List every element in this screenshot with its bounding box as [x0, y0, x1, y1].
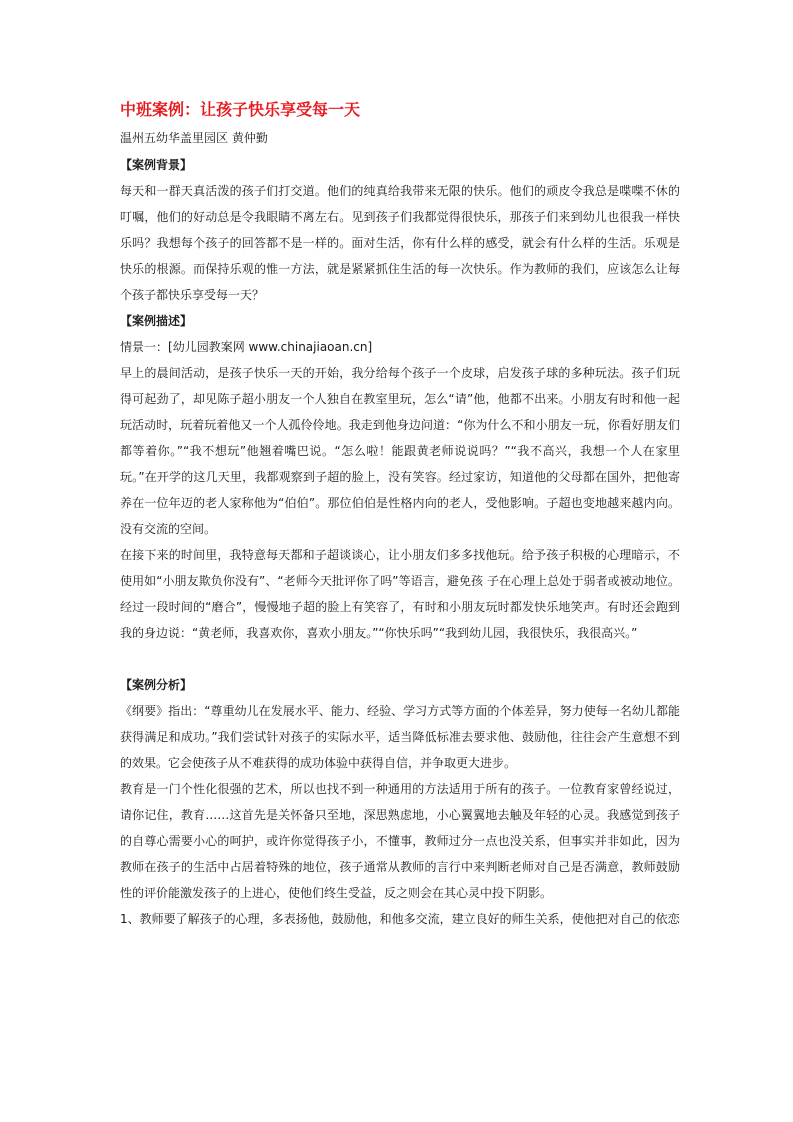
scene-label: 情景一：: [120, 340, 169, 354]
heading-background: 【案例背景】: [120, 158, 193, 172]
heading-description: 【案例描述】: [120, 314, 193, 328]
analysis-paragraph-2: 教育是一门个性化很强的艺术，所以也找不到一种通用的方法适用于所有的孩子。一位教育家曾经说过，请你记住，教育……这首先是关怀备只至地，深思熟虑地，小心翼翼地去触及年轻的心灵。我感觉到孩子的自尊心需要小心的呵护，或许你觉得孩子小，不懂事，教师过分一点也没关系，但事实并非如此，因为教师在孩子的生活中占居着特殊的地位，孩子通常从教师的言行中来判断老师对自己是否满意，教师鼓励性的评价能激发孩子的上进心，使他们终生受益，反之则会在其心灵中投下阴影。: [120, 782, 680, 900]
analysis-paragraph-3: 1、教师要了解孩子的心理，多表扬他，鼓励他，和他多交流，建立良好的师生关系，使他把对自己的依恋: [120, 912, 680, 926]
description-paragraph-2: 在接下来的时间里，我特意每天都和子超谈谈心，让小朋友们多多找他玩。给予孩子积极的心理暗示，不使用如“小朋友欺负你没有”、“老师今天批评你了吗”等语言，避免孩 子在心理上总处于弱者或被动地位。经过一段时间的“磨合”，慢慢地子超的脸上有笑容了，有时和小朋友玩时都发快乐地笑声。有时还会跑到我的身边说：“黄老师，我喜欢你，喜欢小朋友。”“你快乐吗”“我到幼儿园，我很快乐，我很高兴。”: [120, 548, 680, 640]
document-title: 中班案例：让孩子快乐享受每一天: [120, 100, 361, 119]
background-paragraph: 每天和一群天真活泼的孩子们打交道。他们的纯真给我带来无限的快乐。他们的顽皮令我总是喋喋不休的叮嘱，他们的好动总是令我眼睛不离左右。见到孩子们我都觉得很快乐，那孩子们来到幼儿也很我一样快乐吗？我想每个孩子的回答都不是一样的。面对生活，你有什么样的感受，就会有什么样的生活。乐观是快乐的根源。而保持乐观的惟一方法，就是紧紧抓住生活的每一次快乐。作为教师的我们，应该怎么让每个孩子都快乐享受每一天？: [120, 184, 680, 302]
site-link[interactable]: [幼儿园教案网 www.chinajiaoan.cn]: [168, 340, 373, 354]
description-paragraph-1: 早上的晨间活动，是孩子快乐一天的开始，我分给每个孩子一个皮球，启发孩子球的多种玩法。孩子们玩得可起劲了，却见陈子超小朋友一个人独自在教室里玩，怎么“请”他，他都不出来。小朋友有时和他一起玩活动时，玩着玩着他又一个人孤伶伶地。我走到他身边问道：“你为什么不和小朋友一玩，你看好朋友们都等着你。”“我不想玩”他翘着嘴巴说。“怎么啦！能跟黄老师说说吗？”“我不高兴，我想一个人在家里玩。”在开学的这几天里，我都观察到子超的脸上，没有笑容。经过家访，知道他的父母都在国外，把他寄养在一位年迈的老人家称他为“伯伯”。那位伯伯是性格内向的老人，受他影响。子超也变地越来越内向。没有交流的空间。: [120, 366, 680, 536]
heading-analysis: 【案例分析】: [120, 678, 193, 692]
author-line: 温州五幼华盖里园区 黄仲勤: [120, 131, 268, 145]
document-page: [120, 96, 680, 932]
analysis-paragraph-1: 《纲要》指出：“尊重幼儿在发展水平、能力、经验、学习方式等方面的个体差异，努力使每一名幼儿都能获得满足和成功。”我们尝试针对孩子的实际水平，适当降低标准去要求他、鼓励他，往往会产生意想不到的效果。它会使孩子从不难获得的成功体验中获得自信，并争取更大进步。: [120, 704, 680, 770]
blank-line: [120, 646, 680, 672]
scene-line: [120, 334, 680, 360]
